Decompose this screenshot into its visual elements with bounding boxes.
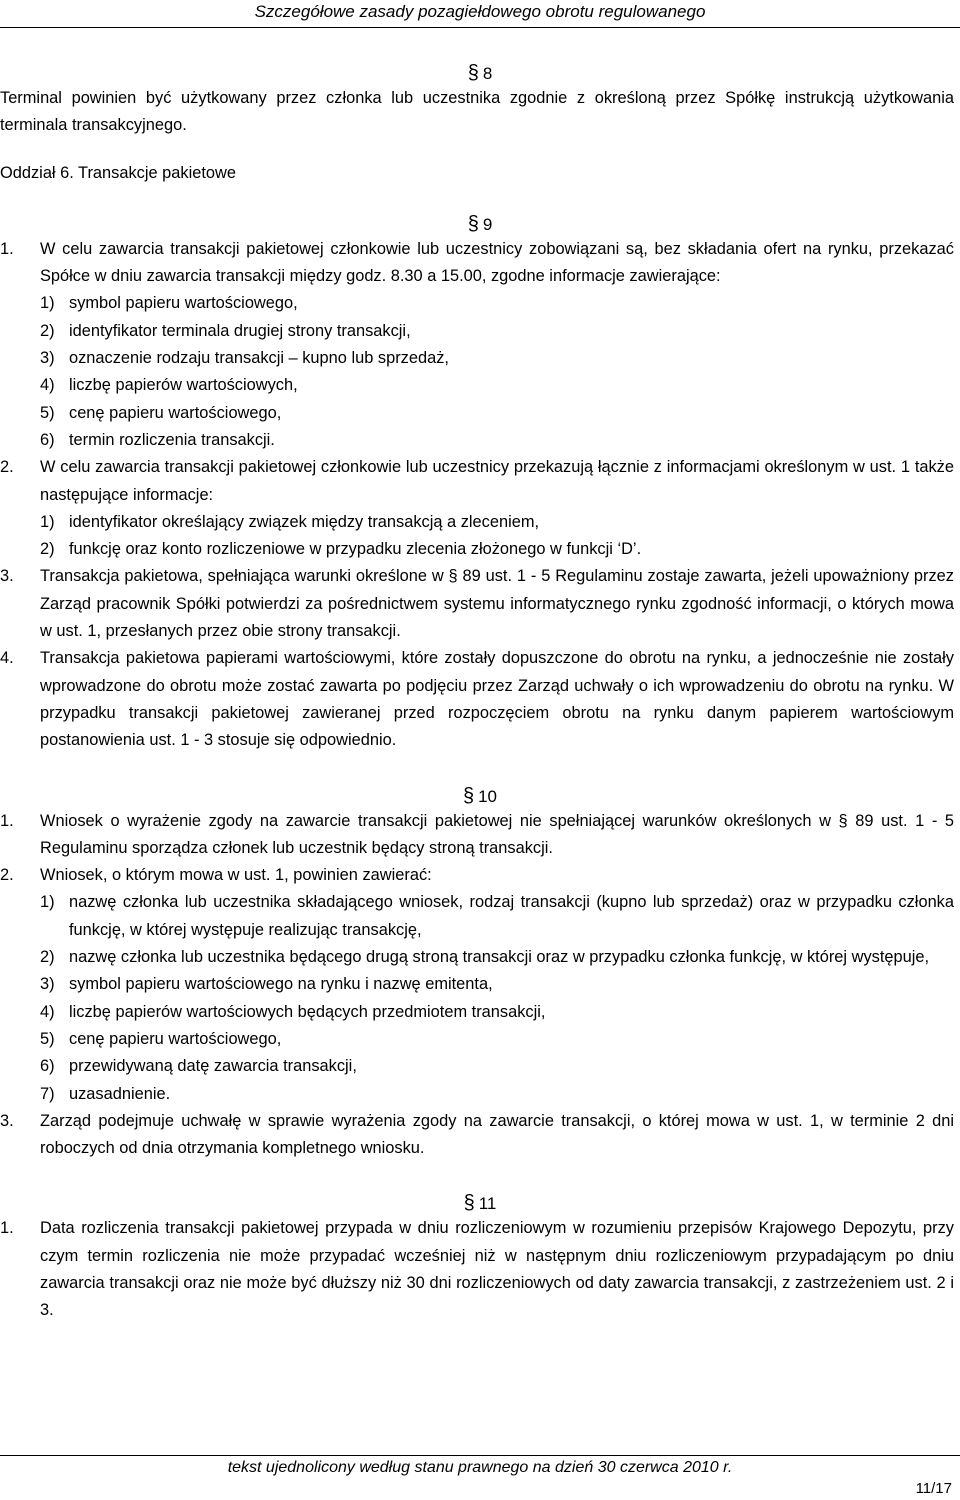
sublist-item — [0, 427, 960, 454]
sublist-item — [0, 509, 960, 536]
sublist-item — [0, 290, 960, 317]
item-number: 2. — [0, 458, 14, 477]
sublist-item-text: identyfikator terminala drugiej strony transakcji, — [69, 321, 411, 340]
item-text: Zarząd podejmuje uchwałę w sprawie wyrażenia zgody na zawarcie transakcji, o której mowa w ust. 1, w terminie 2 dni roboczych od dnia otrzymania kompletnego wniosku. — [40, 1111, 954, 1158]
section-9-item-2-sublist — [0, 509, 960, 564]
sublist-item-number: 6) — [40, 1057, 55, 1076]
item-text: Data rozliczenia transakcji pakietowej przypada w dniu rozliczeniowym w rozumieniu przepisów Krajowego Depozytu, przy czym termin rozliczenia nie może przypadać wcześniej niż w następnym dniu rozliczeniowym przypadającym po dniu zawarcia transakcji oraz nie może być dłuższy niż 30 dni rozliczeniowych od daty zawarcia transakcji, z zastrzeżeniem ust. 2 i 3. — [40, 1219, 954, 1320]
section-10-item-2 — [0, 862, 960, 889]
item-number: 1. — [0, 811, 14, 830]
division-title: Oddział 6. Transakcje pakietowe — [0, 163, 236, 182]
section-number: 8 — [482, 64, 493, 83]
sublist-item — [0, 971, 960, 998]
sublist-item-number: 7) — [40, 1084, 55, 1103]
sublist-item-text: identyfikator określający związek między transakcją a zleceniem, — [69, 512, 540, 531]
sublist-item-text: symbol papieru wartościowego na rynku i nazwę emitenta, — [69, 975, 493, 994]
sublist-item-text: uzasadnienie. — [69, 1084, 171, 1103]
item-text: Transakcja pakietowa papierami wartościowymi, które zostały dopuszczone do obrotu na rynku, a jednocześnie nie zostały wprowadzone do obrotu może zostać zawarta po podjęciu przez Zarząd uchwały o ich wprowadzeniu do obrotu na rynku. W przypadku transakcji pakietowej zawieranej przed rozpoczęciem obrotu na rynku danym papierem wartościowym postanowienia ust. 1 - 3 stosuje się odpowiednio. — [40, 649, 954, 750]
sublist-item — [0, 1053, 960, 1080]
item-number: 3. — [0, 567, 14, 586]
page-footer — [0, 1459, 960, 1477]
item-text: Wniosek, o którym mowa w ust. 1, powinien zawierać: — [40, 866, 432, 885]
sublist-item-text: liczbę papierów wartościowych, — [69, 376, 298, 395]
item-text: W celu zawarcia transakcji pakietowej członkowie lub uczestnicy zobowiązani są, bez składania ofert na rynku, przekazać Spółce w dniu zawarcia transakcji między godz. 8.30 a 15.00, zgodne informacje zawierające: — [40, 239, 954, 286]
footer-text: tekst ujednolicony według stanu prawnego na dzień 30 czerwca 2010 r. — [227, 1459, 733, 1476]
section-number: 10 — [478, 786, 498, 806]
sublist-item-text: symbol papieru wartościowego, — [69, 294, 298, 313]
item-number: 3. — [0, 1111, 14, 1130]
sublist-item-number: 5) — [40, 403, 55, 422]
sublist-item — [0, 999, 960, 1026]
section-10-heading — [0, 785, 960, 808]
sublist-item — [0, 318, 960, 345]
sublist-item-number: 2) — [40, 540, 55, 559]
section-11-heading — [0, 1192, 960, 1215]
section-8-heading — [0, 62, 960, 85]
sublist-item-number: 4) — [40, 1002, 55, 1021]
footer-divider — [0, 1455, 960, 1456]
sublist-item — [0, 400, 960, 427]
sublist-item-number: 5) — [40, 1029, 55, 1048]
section-9-heading — [0, 213, 960, 236]
section-9-item-2 — [0, 454, 960, 509]
sublist-item — [0, 345, 960, 372]
sublist-item-text: nazwę członka lub uczestnika będącego drugą stroną transakcji oraz w przypadku członka funkcję, w której występuje, — [69, 948, 930, 967]
sublist-item-text: przewidywaną datę zawarcia transakcji, — [69, 1057, 357, 1076]
sublist-item-number: 2) — [40, 948, 55, 967]
sublist-item-number: 4) — [40, 376, 55, 395]
sublist-item — [0, 1026, 960, 1053]
sublist-item-number: 1) — [40, 512, 55, 531]
sublist-item-text: oznaczenie rodzaju transakcji – kupno lub sprzedaż, — [69, 349, 449, 368]
sublist-item-text: cenę papieru wartościowego, — [69, 403, 282, 422]
document-body — [0, 62, 960, 1325]
section-10-item-3 — [0, 1108, 960, 1163]
sublist-item-text: liczbę papierów wartościowych będących przedmiotem transakcji, — [69, 1002, 546, 1021]
section-symbol: § — [463, 1192, 475, 1215]
item-number: 4. — [0, 649, 14, 668]
sublist-item-text: funkcję oraz konto rozliczeniowe w przypadku zlecenia złożonego w funkcji ‘D’. — [69, 540, 642, 559]
page-number: 11/17 — [915, 1480, 952, 1497]
section-11-item-1 — [0, 1215, 960, 1324]
sublist-item-number: 3) — [40, 975, 55, 994]
sublist-item — [0, 1081, 960, 1108]
sublist-item-text: cenę papieru wartościowego, — [69, 1029, 282, 1048]
section-9-item-4 — [0, 645, 960, 754]
sublist-item — [0, 536, 960, 563]
sublist-item — [0, 944, 960, 971]
header-divider — [0, 27, 960, 28]
section-number: 9 — [482, 214, 493, 234]
section-number: 11 — [478, 1194, 497, 1214]
section-symbol: § — [467, 212, 479, 235]
item-text: W celu zawarcia transakcji pakietowej członkowie lub uczestnicy przekazują łącznie z informacjami określonym w ust. 1 także następujące informacje: — [40, 458, 954, 504]
document-title: Szczegółowe zasady pozagiełdowego obrotu regulowanego — [254, 2, 706, 21]
sublist-item — [0, 372, 960, 399]
sublist-item-text: nazwę członka lub uczestnika składającego wniosek, rodzaj transakcji (kupno lub sprzedaż) oraz w przypadku członka funkcję, w której występuje realizując transakcję, — [69, 893, 954, 939]
section-10-item-2-sublist — [0, 889, 960, 1107]
item-text: Transakcja pakietowa, spełniająca warunki określone w § 89 ust. 1 - 5 Regulaminu zostaje zawarta, jeżeli upoważniony przez Zarząd pracownik Spółki potwierdzi za pośrednictwem systemu informatycznego rynku zgodność informacji, o których mowa w ust. 1, przesłanych przez obie strony transakcji. — [40, 567, 954, 641]
item-text: Wniosek o wyrażenie zgody na zawarcie transakcji pakietowej nie spełniającej warunków określonych w § 89 ust. 1 - 5 Regulaminu sporządza członek lub uczestnik będący stroną transakcji. — [40, 811, 954, 857]
sublist-item-number: 1) — [40, 294, 55, 313]
section-8-text: Terminal powinien być użytkowany przez członka lub uczestnika zgodnie z określoną przez Spółkę instrukcją użytkowania terminala transakcyjnego. — [0, 89, 954, 135]
item-number: 2. — [0, 866, 14, 885]
section-9-item-3 — [0, 563, 960, 645]
section-9-item-1 — [0, 236, 960, 291]
sublist-item — [0, 889, 960, 944]
section-symbol: § — [462, 784, 475, 807]
sublist-item-number: 2) — [40, 321, 55, 340]
item-number: 1. — [0, 1219, 14, 1238]
sublist-item-number: 1) — [40, 893, 55, 912]
section-9-item-1-sublist — [0, 290, 960, 454]
sublist-item-number: 6) — [40, 430, 55, 449]
page-header — [0, 0, 960, 24]
section-10-item-1 — [0, 808, 960, 863]
sublist-item-text: termin rozliczenia transakcji. — [69, 430, 275, 449]
item-number: 1. — [0, 239, 14, 258]
sublist-item-number: 3) — [40, 349, 55, 368]
section-symbol: § — [467, 62, 479, 84]
